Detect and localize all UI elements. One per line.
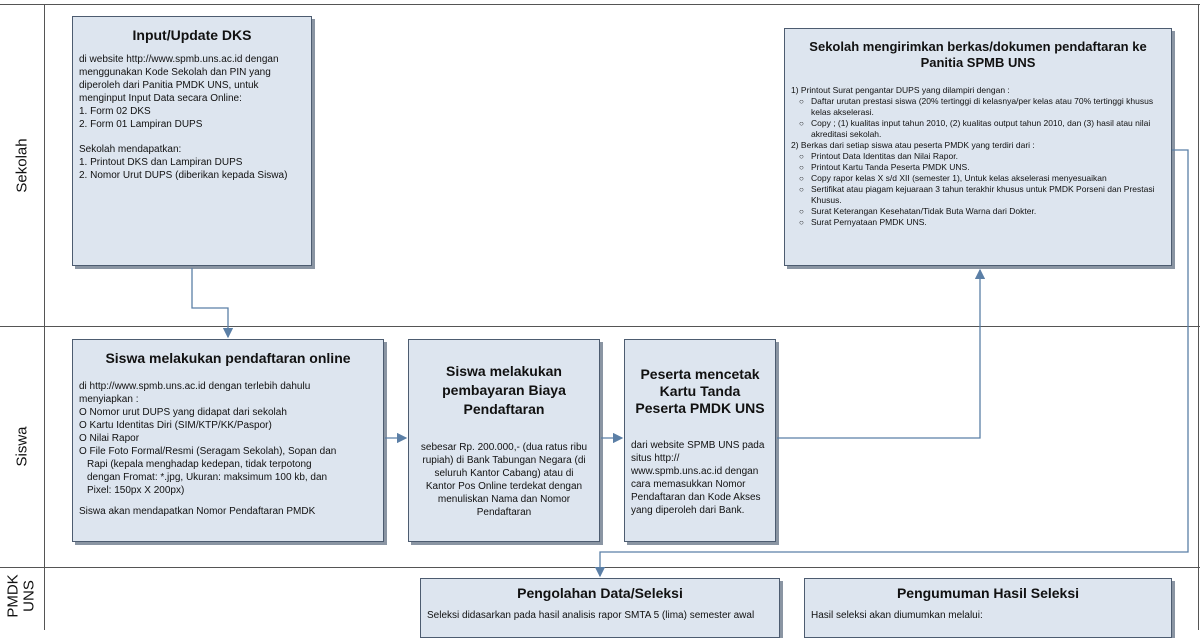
text-line: situs http:// [631, 453, 680, 464]
text-line: O Nilai Rapor [79, 433, 140, 444]
text-line: di http://www.spmb.uns.ac.id dengan terlebih dahulu [79, 381, 311, 392]
text-line: O Nomor urut DUPS yang didapat dari sekolah [79, 407, 287, 418]
process-title: Peserta mencetak Kartu Tanda Peserta PMDK UNS [635, 366, 765, 416]
process-title: Siswa melakukan pembayaran Biaya Pendaftaran [442, 363, 566, 417]
text-line: rupiah) di Bank Tabungan Negara (di [422, 455, 586, 466]
text-line: menggunakan Kode Sekolah dan PIN yang [79, 67, 271, 78]
list-item: ○ Copy rapor kelas X s/d XII (semester 1), Untuk kelas akselerasi menyesuaikan [811, 173, 1165, 184]
text-line: seluruh Kantor Cabang) atau di [434, 468, 574, 479]
text-line: Pendaftaran dan Kode Akses [631, 492, 761, 503]
list-item: ○ Surat Pernyataan PMDK UNS. [811, 217, 1165, 228]
list-heading: 1) Printout Surat pengantar DUPS yang dilampiri dengan : [791, 85, 1010, 95]
list-item: ○ Daftar urutan prestasi siswa (20% tertinggi di kelasnya/per kelas atau 70% tertinggi khusus kelas akselerasi. [811, 96, 1165, 118]
text-line: 2. Form 01 Lampiran DUPS [79, 119, 203, 130]
text-line: cara memasukkan Nomor [631, 479, 746, 490]
list-item: ○ Sertifikat atau piagam kejuaraan 3 tahun terakhir khusus untuk PMDK Porseni dan Prestasi Khusus. [811, 184, 1165, 206]
process-title: Siswa melakukan pendaftaran online [105, 350, 351, 366]
text-line: 1. Printout DKS dan Lampiran DUPS [79, 157, 243, 168]
list-heading: 2) Berkas dari setiap siswa atau peserta PMDK yang terdiri dari : [791, 140, 1035, 150]
process-title: Pengolahan Data/Seleksi [517, 585, 683, 601]
text-line: Rapi (kepala menghadap kedepan, tidak terpotong [87, 459, 312, 470]
list-item: ○ Surat Keterangan Kesehatan/Tidak Buta Warna dari Dokter. [811, 206, 1165, 217]
list-item: ○ Copy ; (1) kualitas input tahun 2010, (2) kualitas output tahun 2010, dan (3) hasil atau nilai akreditasi sekolah. [811, 118, 1165, 140]
text-line: Kantor Pos Online terdekat dengan [425, 481, 583, 492]
arrow-kirim-berkas-to-seleksi [600, 150, 1188, 576]
lane-label-sekolah-text: Sekolah [13, 137, 31, 193]
text-line: Siswa akan mendapatkan Nomor Pendaftaran PMDK [79, 506, 316, 517]
text-line: dengan Fromat: *.jpg, Ukuran: maksimum 100 kb, dan [87, 472, 328, 483]
text-line: Hasil seleksi akan diumumkan melalui: [811, 610, 983, 621]
text-line: Sekolah mendapatkan: [79, 144, 182, 155]
text-line: www.spmb.uns.ac.id dengan [631, 466, 759, 477]
text-line: menyiapkan : [79, 394, 139, 405]
text-line: yang diperoleh dari Bank. [631, 505, 745, 516]
lane-label-siswa-text: Siswa [13, 426, 31, 467]
arrow-cetak-to-kirim-berkas [777, 270, 980, 438]
text-line: diperoleh dari Panitia PMDK UNS, untuk [79, 80, 259, 91]
text-line: di website http://www.spmb.uns.ac.id dengan [79, 54, 279, 65]
text-line: O Kartu Identitas Diri (SIM/KTP/KK/Paspor) [79, 420, 272, 431]
text-line: 1. Form 02 DKS [79, 106, 151, 117]
text-line: Seleksi didasarkan pada hasil analisis rapor SMTA 5 (lima) semester awal [427, 610, 755, 621]
process-title: Sekolah mengirimkan berkas/dokumen pendaftaran ke Panitia SPMB UNS [809, 39, 1147, 70]
text-line: sebesar Rp. 200.000,- (dua ratus ribu [420, 442, 588, 453]
text-line: O File Foto Formal/Resmi (Seragam Sekolah), Sopan dan [79, 446, 337, 457]
process-title: Pengumuman Hasil Seleksi [896, 585, 1080, 601]
arrow-dks-to-pendaftaran [192, 268, 228, 337]
list-item: ○ Printout Data Identitas dan Nilai Rapor. [811, 151, 1165, 162]
text-line: dari website SPMB UNS pada [631, 440, 765, 451]
process-title: Input/Update DKS [132, 27, 252, 43]
lane-label-pmdk-text: PMDK UNS [5, 574, 38, 618]
text-line: 2. Nomor Urut DUPS (diberikan kepada Siswa) [79, 170, 288, 181]
text-line: Pendaftaran [476, 507, 532, 518]
text-line: menginput Input Data secara Online: [79, 93, 242, 104]
list-item: ○ Printout Kartu Tanda Peserta PMDK UNS. [811, 162, 1165, 173]
text-line: menuliskan Nama dan Nomor [437, 494, 571, 505]
text-line: Pixel: 150px X 200px) [87, 485, 185, 496]
